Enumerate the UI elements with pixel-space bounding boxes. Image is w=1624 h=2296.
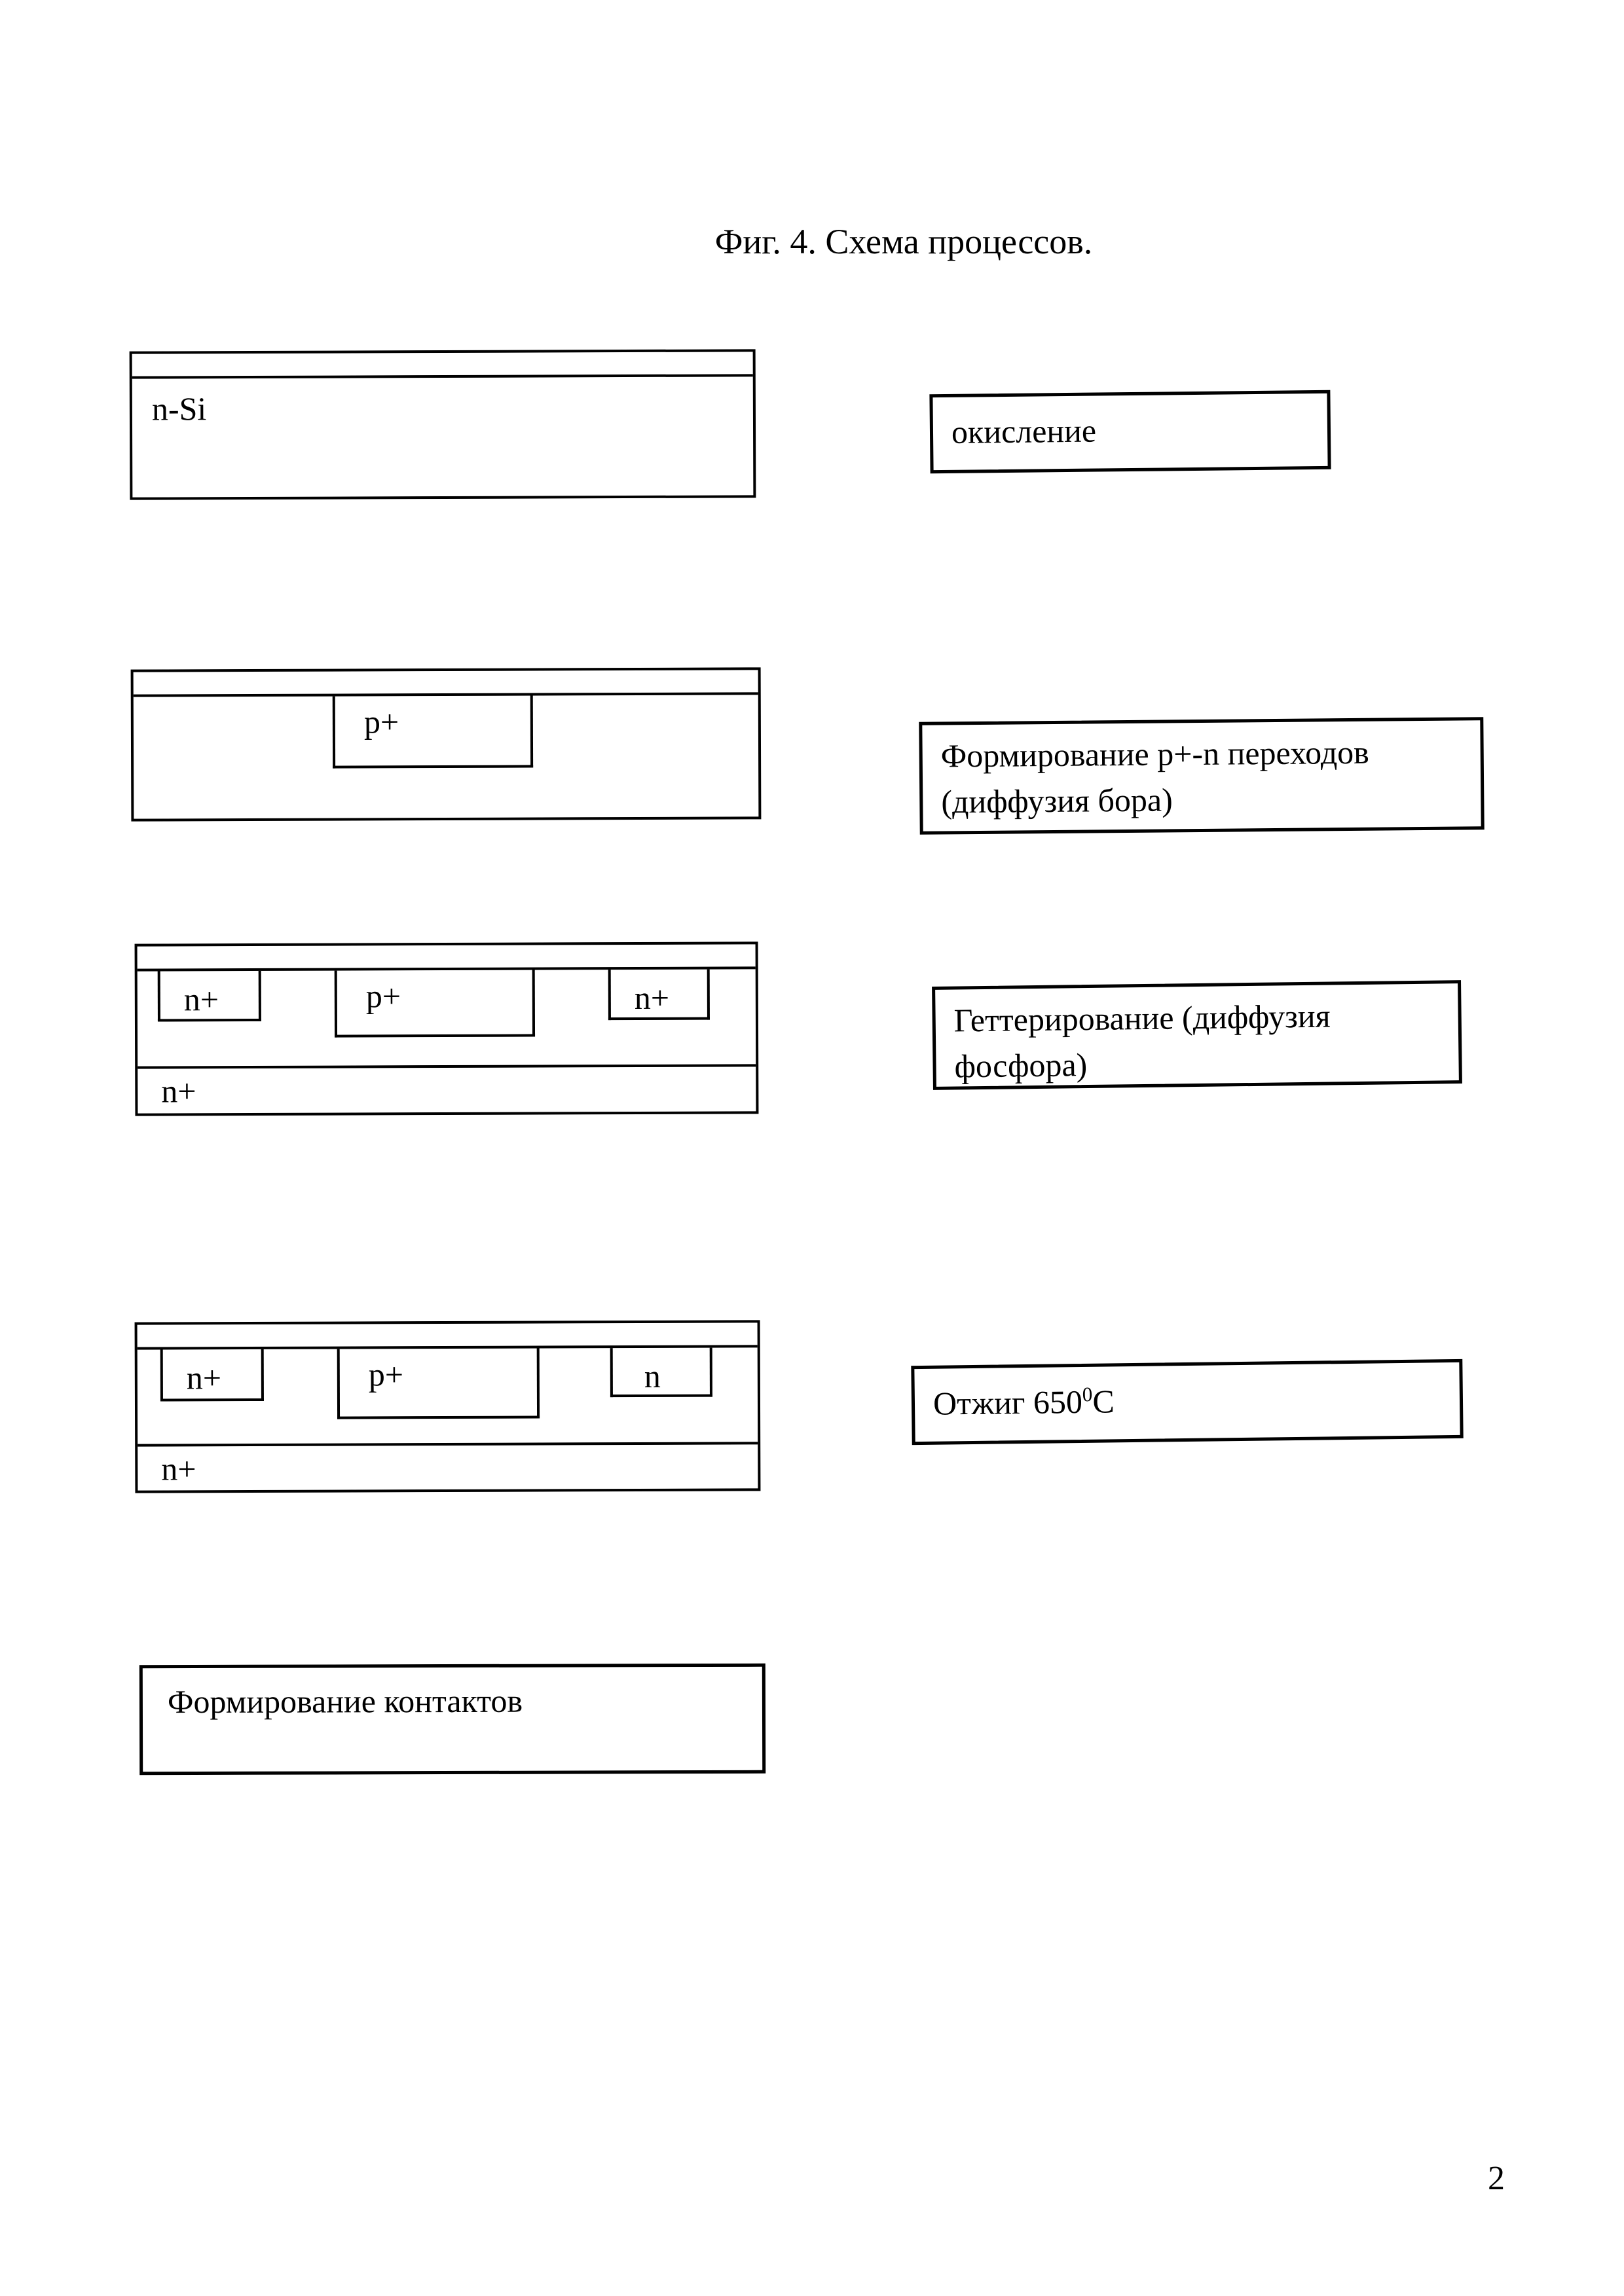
wafer-cross-section-4 [135, 1320, 761, 1493]
wafer-cross-section-1 [130, 349, 756, 500]
annealing-unit: С [1092, 1383, 1115, 1420]
p-plus-region-label: p+ [368, 1356, 404, 1393]
process-box-contacts [139, 1664, 766, 1776]
page-number: 2 [1488, 2160, 1505, 2197]
p-plus-region-label: p+ [365, 977, 401, 1015]
p-plus-region-box [335, 970, 535, 1038]
process-box-gettering [932, 980, 1462, 1090]
n-plus-region-left-box [158, 971, 261, 1022]
substrate-label: n-Si [151, 390, 207, 428]
process-box-junction-line-2: (диффузия бора) [941, 781, 1173, 820]
annealing-superscript: 0 [1082, 1383, 1093, 1406]
oxide-layer-strip [138, 944, 756, 971]
p-plus-region-label: p+ [363, 703, 399, 740]
process-box-gettering-line-2: фосфора) [954, 1046, 1088, 1085]
process-box-junction-line-1: Формирование p+-n переходов [940, 733, 1369, 774]
process-box-annealing [911, 1359, 1463, 1445]
wafer-cross-section-2 [131, 667, 762, 821]
n-plus-region-left-label: n+ [183, 981, 219, 1018]
process-box-oxidation [929, 390, 1331, 473]
oxide-layer-strip [134, 670, 758, 697]
oxide-layer-strip [132, 352, 753, 378]
n-plus-region-right-label: n+ [634, 979, 670, 1016]
n-plus-region-left-label: n+ [186, 1359, 222, 1396]
oxide-layer-strip [138, 1322, 758, 1349]
n-plus-back-layer-label: n+ [161, 1449, 196, 1487]
wafer-cross-section-3 [135, 941, 759, 1116]
process-box-junction-formation [919, 717, 1484, 835]
process-box-gettering-line-1: Геттерирование (диффузия [953, 997, 1331, 1039]
n-plus-region-left-box [160, 1349, 264, 1402]
process-box-annealing-label [914, 1362, 1460, 1423]
n-plus-region-right-box [608, 970, 710, 1021]
process-box-contacts-label: Формирование контактов [167, 1682, 523, 1721]
process-box-oxidation-label: окисление [951, 412, 1097, 450]
n-region-right-label: n [644, 1357, 661, 1394]
n-plus-back-layer [138, 1442, 758, 1490]
n-region-right-box [610, 1348, 712, 1398]
annealing-text: Отжиг 650 [932, 1383, 1083, 1422]
p-plus-region-box [333, 696, 533, 769]
p-plus-region-box [337, 1349, 540, 1419]
n-plus-back-layer [138, 1064, 756, 1113]
n-plus-back-layer-label: n+ [161, 1072, 196, 1110]
figure-title: Фиг. 4. Схема процессов. [714, 222, 1093, 261]
